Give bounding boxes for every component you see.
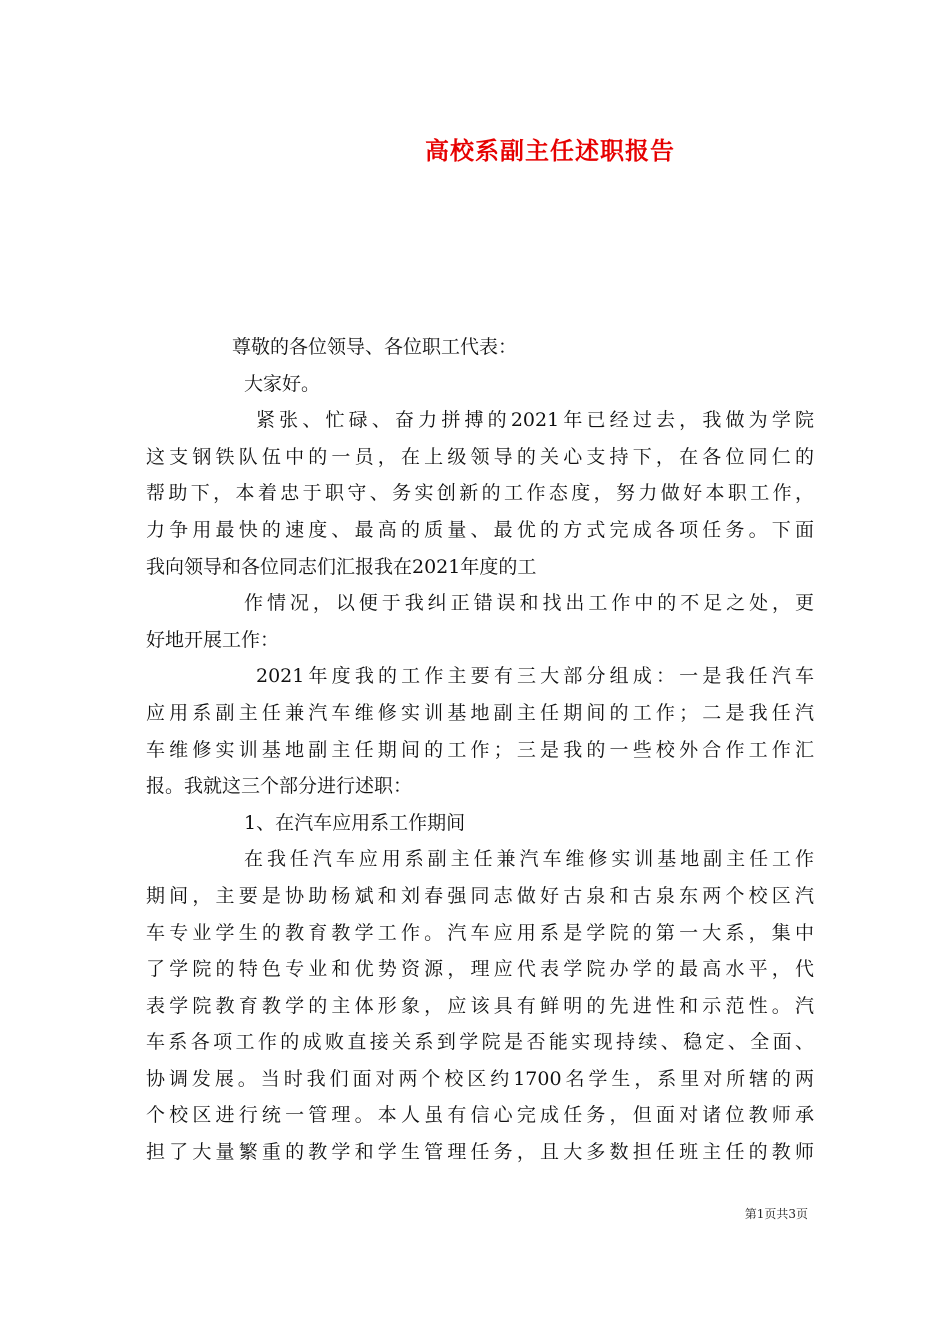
paragraph-line: 帮助下，本着忠于职守、务实创新的工作态度，努力做好本职工作， — [146, 482, 814, 505]
paragraph-line: 好地开展工作： — [146, 628, 280, 651]
paragraph-line: 这支钢铁队伍中的一员，在上级领导的关心支持下，在各位同仁的 — [146, 445, 814, 468]
paragraph-line: 个校区进行统一管理。本人虽有信心完成任务，但面对诸位教师承 — [146, 1104, 814, 1127]
paragraph-line: 车专业学生的教育教学工作。汽车应用系是学院的第一大系，集中 — [146, 921, 814, 944]
page-number: 第1页共3页 — [744, 1207, 808, 1221]
paragraph-line: 车维修实训基地副主任期间的工作；三是我的一些校外合作工作汇 — [146, 738, 814, 761]
paragraph-line: 在我任汽车应用系副主任兼汽车维修实训基地副主任工作 — [244, 848, 814, 871]
paragraph-line: 2021年度我的工作主要有三大部分组成：一是我任汽车 — [256, 665, 814, 688]
salutation-line: 尊敬的各位领导、各位职工代表： — [232, 336, 518, 358]
paragraph-line: 力争用最快的速度、最高的质量、最优的方式完成各项任务。下面 — [146, 518, 814, 541]
document-title: 高校系副主任述职报告 — [425, 136, 675, 165]
paragraph-line: 作情况，以便于我纠正错误和找出工作中的不足之处，更 — [244, 592, 814, 615]
paragraph-line: 紧张、忙碌、奋力拼搏的2021年已经过去，我做为学院 — [256, 409, 814, 432]
paragraph-line: 应用系副主任兼汽车维修实训基地副主任期间的工作；二是我任汽 — [146, 701, 814, 724]
paragraph-line: 我向领导和各位同志们汇报我在2021年度的工 — [146, 555, 537, 578]
paragraph-line: 报。我就这三个部分进行述职： — [146, 775, 413, 798]
paragraph-line: 表学院教育教学的主体形象，应该具有鲜明的先进性和示范性。汽 — [146, 994, 814, 1017]
document-body — [146, 329, 814, 1171]
section-heading: 1、在汽车应用系工作期间 — [244, 811, 466, 834]
paragraph-line: 了学院的特色专业和优势资源，理应代表学院办学的最高水平，代 — [146, 958, 814, 981]
paragraph-line: 担了大量繁重的教学和学生管理任务，且大多数担任班主任的教师 — [146, 1141, 814, 1164]
paragraph-line: 车系各项工作的成败直接关系到学院是否能实现持续、稳定、全面、 — [146, 1031, 814, 1054]
paragraph-line: 期间，主要是协助杨斌和刘春强同志做好古泉和古泉东两个校区汽 — [146, 884, 814, 907]
paragraph-line: 协调发展。当时我们面对两个校区约1700名学生，系里对所辖的两 — [146, 1067, 814, 1090]
greeting-line: 大家好。 — [244, 372, 321, 395]
